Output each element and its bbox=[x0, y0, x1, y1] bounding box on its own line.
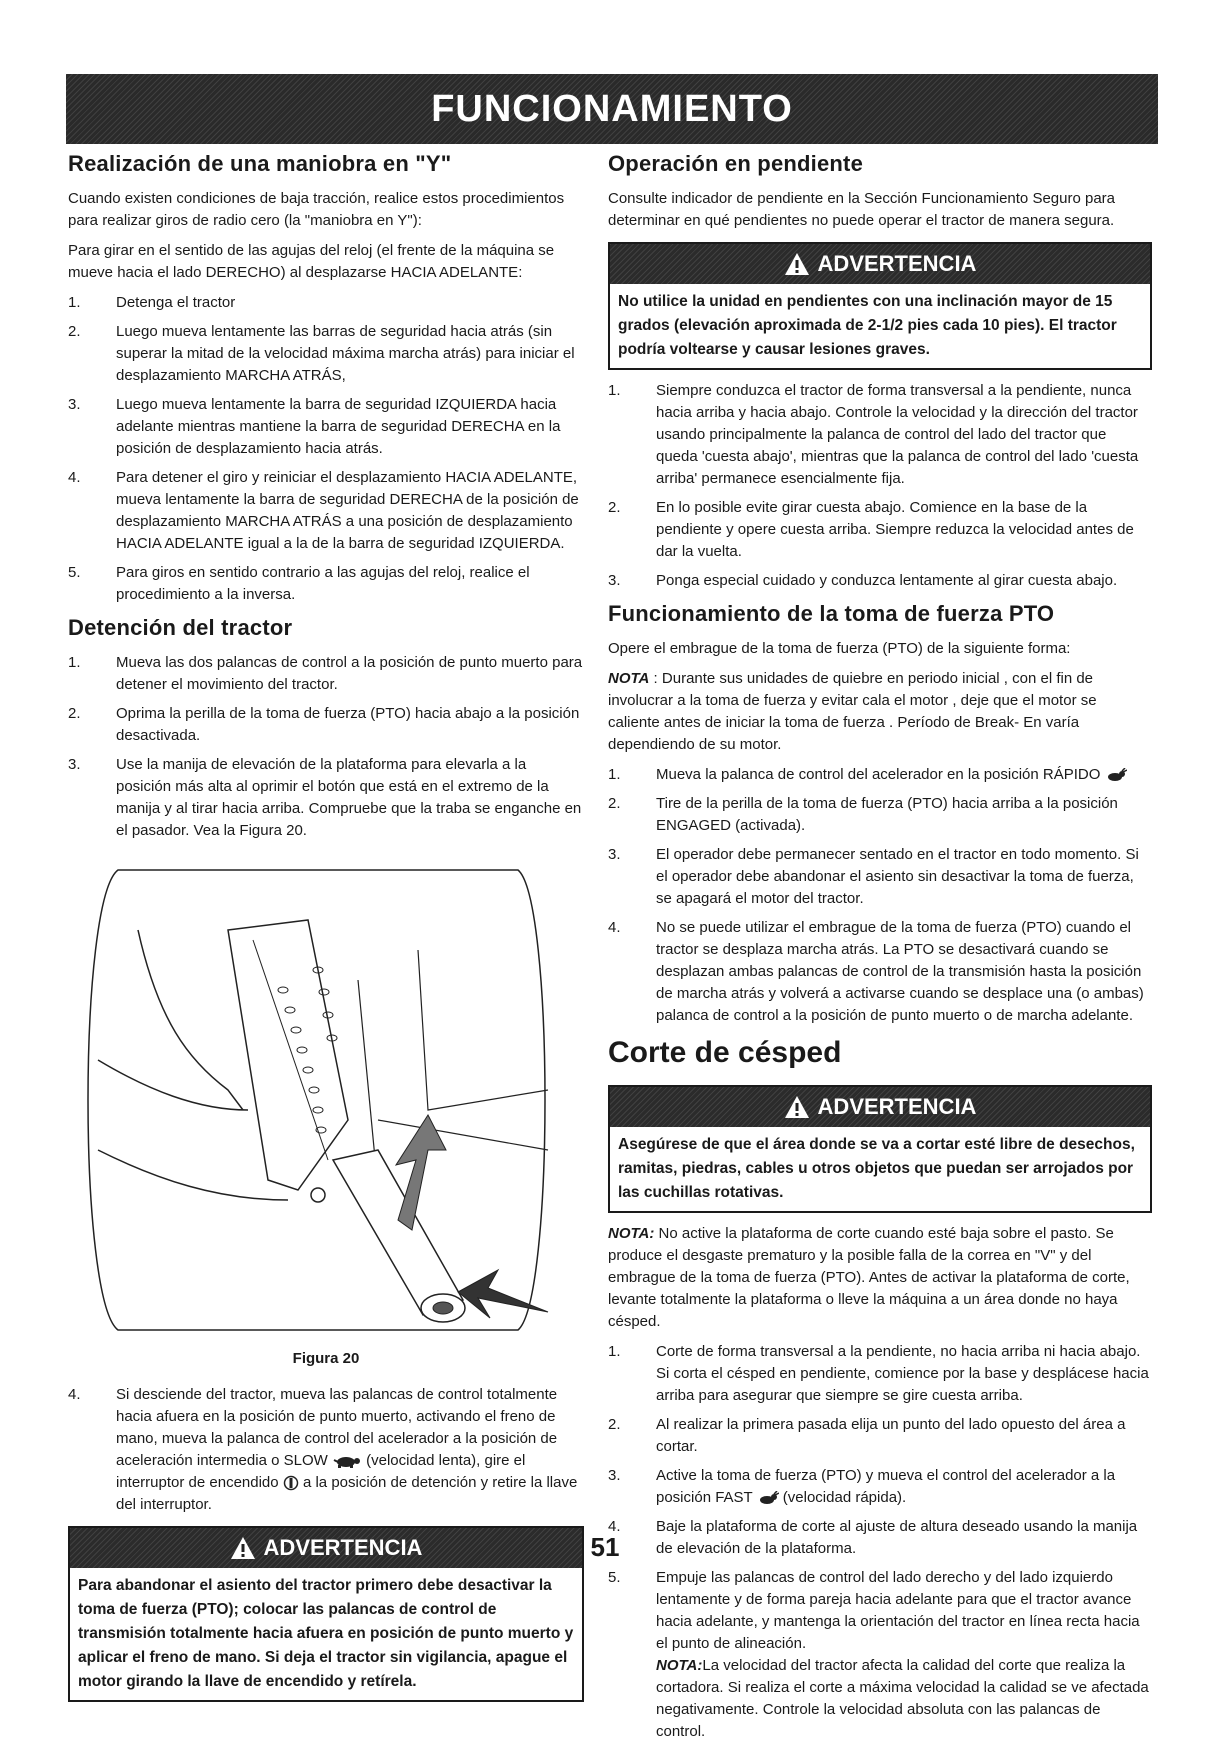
step-text-part: Si desciende del tractor, mueva las palancas de control totalmente hacia afuera en la posición de punto muerto, activando el freno de mano, mueva la palanca de control del acelerador a la posición de aceleración intermedia o SLOW bbox=[116, 1386, 558, 1469]
stop-tractor-steps bbox=[68, 652, 584, 842]
step-text: Detenga el tractor bbox=[116, 294, 236, 311]
note-label: NOTA: bbox=[656, 1657, 703, 1674]
warning-header bbox=[610, 244, 1150, 284]
step-number: 5. bbox=[68, 564, 81, 581]
y-maneuver-steps bbox=[68, 292, 584, 606]
step-number: 1. bbox=[608, 1343, 621, 1360]
step-text: Mueva las dos palancas de control a la posición de punto muerto para detener el movimiento del tractor. bbox=[116, 654, 583, 693]
step-text-part: a la posición de detención y retire la llave del interruptor. bbox=[116, 1474, 578, 1513]
step-text: Luego mueva lentamente las barras de seguridad hacia atrás (sin superar la mitad de la velocidad máxima marcha atrás) para iniciar el desplazamiento MARCHA ATRÁS, bbox=[116, 323, 575, 384]
stop-tractor-step-4 bbox=[68, 1384, 584, 1516]
ignition-key-stop-icon bbox=[283, 1475, 299, 1491]
step-text: Baje la plataforma de corte al ajuste de altura deseado usando la manija de elevación de la plataforma. bbox=[656, 1518, 1138, 1557]
step-number: 3. bbox=[608, 572, 621, 589]
pto-heading: Funcionamiento de la toma de fuerza PTO bbox=[608, 601, 1055, 626]
list-item bbox=[608, 844, 1152, 910]
step-text: No se puede utilizar el embrague de la toma de fuerza (PTO) cuando el tractor se desplaza marcha atrás. La PTO se desactivará cuando se desplazan ambas palancas de control de la transmisión hasta la posición de marcha atrás y volverá a activarse cuando se desplace una (o ambas) palanca de control a la posición de punto muerto o de marcha adelante. bbox=[656, 919, 1144, 1024]
step-number: 2. bbox=[608, 795, 621, 812]
right-column bbox=[608, 150, 1152, 1751]
list-item bbox=[68, 703, 584, 747]
step-text: Luego mueva lentamente la barra de seguridad IZQUIERDA hacia adelante mientras mantiene la barra de seguridad DERECHA en la posición de desplazamiento hacia atrás. bbox=[116, 396, 561, 457]
page-number: 51 bbox=[590, 1532, 620, 1562]
warning-label: ADVERTENCIA bbox=[817, 1094, 977, 1119]
step-number: 1. bbox=[68, 654, 81, 671]
warning-box-dismount bbox=[68, 1526, 584, 1702]
y-maneuver-intro-2: Para girar en el sentido de las agujas del reloj (el frente de la máquina se mueve hacia el lado DERECHO) al desplazarse HACIA ADELANTE: bbox=[68, 242, 555, 281]
step-text-part: (velocidad lenta), gire el interruptor de encendido bbox=[116, 1452, 526, 1491]
step-text-part: Active la toma de fuerza (PTO) y mueva el control del acelerador a la posición FAST bbox=[656, 1467, 1116, 1506]
step-number: 1. bbox=[608, 766, 621, 783]
step-text: Para giros en sentido contrario a las agujas del reloj, realice el procedimiento a la inversa. bbox=[116, 564, 530, 603]
rabbit-fast-icon bbox=[757, 1491, 779, 1505]
slope-operation-heading: Operación en pendiente bbox=[608, 151, 864, 176]
step-number: 2. bbox=[608, 1416, 621, 1433]
warning-label: ADVERTENCIA bbox=[263, 1535, 423, 1560]
pto-note bbox=[608, 668, 1152, 756]
step-number: 1. bbox=[68, 294, 81, 311]
step-number: 3. bbox=[608, 846, 621, 863]
y-maneuver-heading: Realización de una maniobra en "Y" bbox=[68, 151, 452, 176]
warning-header bbox=[610, 1087, 1150, 1127]
warning-label: ADVERTENCIA bbox=[817, 251, 977, 276]
turtle-slow-icon bbox=[332, 1454, 362, 1468]
stop-tractor-heading: Detención del tractor bbox=[68, 615, 293, 640]
step-text: Siempre conduzca el tractor de forma transversal a la pendiente, nunca hacia arriba y hacia abajo. Controle la velocidad y la dirección del tractor usando principalmente la palanca de control del lado del tractor que queda 'cuesta abajo', mientras que la palanca de control del lado 'cuesta arriba' permanece esencialmente fija. bbox=[656, 382, 1139, 487]
list-item bbox=[608, 570, 1152, 592]
step-number: 3. bbox=[68, 396, 81, 413]
deck-lift-handle-drawing bbox=[78, 860, 554, 1338]
step-text: Tire de la perilla de la toma de fuerza (PTO) hacia arriba a la posición ENGAGED (activada). bbox=[656, 795, 1118, 834]
list-item bbox=[68, 292, 584, 314]
warning-text: Asegúrese de que el área donde se va a cortar esté libre de desechos, ramitas, piedras, cables u otros objetos que puedan ser arrojados por las cuchillas rotativas. bbox=[618, 1136, 1135, 1201]
list-item bbox=[68, 467, 584, 555]
warning-header bbox=[70, 1528, 582, 1568]
mowing-steps bbox=[608, 1341, 1152, 1743]
figure-20-illustration bbox=[78, 860, 554, 1338]
step-text bbox=[656, 764, 1152, 786]
step-text: Ponga especial cuidado y conduzca lentamente al girar cuesta abajo. bbox=[656, 572, 1118, 589]
list-item bbox=[608, 1414, 1152, 1458]
rabbit-fast-icon bbox=[1105, 768, 1127, 782]
list-item bbox=[68, 562, 584, 606]
step-number: 1. bbox=[608, 382, 621, 399]
list-item bbox=[608, 497, 1152, 563]
step-number: 2. bbox=[608, 499, 621, 516]
step-number: 3. bbox=[608, 1467, 621, 1484]
step-text: Corte de forma transversal a la pendiente, no hacia arriba ni hacia abajo. Si corta el césped en pendiente, comience por la base y desplácese hacia arriba para asegurar que siempre se gire cuesta arriba. bbox=[656, 1343, 1149, 1404]
banner-title: FUNCIONAMIENTO bbox=[431, 87, 793, 130]
list-item bbox=[608, 764, 1152, 786]
step-number: 4. bbox=[608, 919, 621, 936]
warning-text: Para abandonar el asiento del tractor primero debe desactivar la toma de fuerza (PTO); colocar las palancas de control de transmisión totalmente hacia afuera en posición de punto muerto y aplicar el freno de mano. Si deja el tractor sin vigilancia, apague el motor girando la llave de encendido y retírela. bbox=[78, 1577, 574, 1690]
warning-box-mowing bbox=[608, 1085, 1152, 1213]
step-number: 4. bbox=[68, 469, 81, 486]
figure-caption: Figura 20 bbox=[292, 1350, 360, 1367]
y-maneuver-intro-1: Cuando existen condiciones de baja tracción, realice estos procedimientos para realizar giros de radio cero (la "maniobra en Y"): bbox=[68, 190, 565, 229]
note-label: NOTA: bbox=[608, 1225, 655, 1242]
slope-steps bbox=[608, 380, 1152, 592]
slope-operation-intro: Consulte indicador de pendiente en la Sección Funcionamiento Seguro para determinar en qué pendientes no puede operar el tractor de manera segura. bbox=[608, 190, 1116, 229]
step-text-part: Mueva la palanca de control del acelerador en la posición RÁPIDO bbox=[656, 766, 1101, 783]
list-item bbox=[608, 793, 1152, 837]
note-text: La velocidad del tractor afecta la calidad del corte que realiza la cortadora. Si realiza el corte a máxima velocidad la calidad se ve afectada negativamente. Controle la velocidad absoluta con las palancas de control. bbox=[656, 1657, 1149, 1740]
list-item bbox=[608, 1465, 1152, 1509]
step-text-part: (velocidad rápida). bbox=[782, 1489, 907, 1506]
step-number: 4. bbox=[608, 1518, 621, 1535]
list-item bbox=[608, 1516, 1152, 1560]
list-item bbox=[608, 1341, 1152, 1407]
list-item bbox=[68, 754, 584, 842]
list-item bbox=[608, 1567, 1152, 1743]
left-column bbox=[68, 150, 584, 1712]
warning-text: No utilice la unidad en pendientes con una inclinación mayor de 15 grados (elevación aproximada de 2-1/2 pies cada 10 pies). El tractor podría voltearse y causar lesiones graves. bbox=[618, 293, 1117, 358]
section-banner bbox=[66, 74, 1158, 144]
step-text: Para detener el giro y reiniciar el desplazamiento HACIA ADELANTE, mueva lentamente la barra de seguridad DERECHA de la posición de desplazamiento MARCHA ATRÁS a una posición de desplazamiento HACIA ADELANTE igual a la de la barra de seguridad IZQUIERDA. bbox=[116, 469, 579, 552]
mowing-heading: Corte de césped bbox=[608, 1036, 842, 1069]
list-item bbox=[68, 652, 584, 696]
step-text: El operador debe permanecer sentado en el tractor en todo momento. Si el operador debe abandonar el asiento sin desactivar la toma de fuerza, se apagará el motor del tractor. bbox=[656, 846, 1139, 907]
step-number: 2. bbox=[68, 323, 81, 340]
warning-box-slope bbox=[608, 242, 1152, 370]
step-text bbox=[656, 1567, 1152, 1743]
list-item bbox=[68, 321, 584, 387]
warning-triangle-icon bbox=[784, 252, 810, 276]
step-number: 5. bbox=[608, 1569, 621, 1586]
step-number: 3. bbox=[68, 756, 81, 773]
list-item bbox=[68, 394, 584, 460]
step-text: Oprima la perilla de la toma de fuerza (PTO) hacia abajo a la posición desactivada. bbox=[116, 705, 580, 744]
warning-triangle-icon bbox=[784, 1095, 810, 1119]
pto-intro: Opere el embrague de la toma de fuerza (PTO) de la siguiente forma: bbox=[608, 640, 1071, 657]
step-text: En lo posible evite girar cuesta abajo. Comience en la base de la pendiente y opere cuesta arriba. Siempre reduzca la velocidad antes de dar la vuelta. bbox=[656, 499, 1134, 560]
note-text: : Durante sus unidades de quiebre en periodo inicial , con el fin de involucrar a la toma de fuerza y evitar cala el motor , deje que el motor se caliente antes de iniciar la toma de fuerza . Período de Break- En varía dependiendo de su motor. bbox=[608, 670, 1097, 753]
list-item bbox=[608, 380, 1152, 490]
pto-steps bbox=[608, 764, 1152, 1027]
step-text-part: Empuje las palancas de control del lado derecho y del lado izquierdo lentamente y de forma pareja hacia adelante para que el tractor avance hacia adelante, y mantenga la orientación del tractor en línea recta hacia el punto de alineación. bbox=[656, 1569, 1140, 1652]
step-text: Use la manija de elevación de la plataforma para elevarla a la posición más alta al oprimir el botón que está en el extremo de la manija y al tirar hacia arriba. Compruebe que la traba se enganche en el pasador. Vea la Figura 20. bbox=[116, 756, 582, 839]
step-text bbox=[656, 1465, 1152, 1509]
warning-triangle-icon bbox=[230, 1536, 256, 1560]
step-text bbox=[116, 1384, 584, 1516]
step-number: 2. bbox=[68, 705, 81, 722]
step-number: 4. bbox=[68, 1386, 81, 1403]
mowing-note bbox=[608, 1223, 1152, 1333]
step-text: Al realizar la primera pasada elija un punto del lado opuesto del área a cortar. bbox=[656, 1416, 1126, 1455]
list-item bbox=[608, 917, 1152, 1027]
list-item bbox=[68, 1384, 584, 1516]
note-label: NOTA bbox=[608, 670, 650, 687]
note-text: No active la plataforma de corte cuando esté baja sobre el pasto. Se produce el desgaste prematuro y la posible falla de la correa en "V" y del embrague de la toma de fuerza (PTO). Antes de activar la plataforma de corte, levante totalmente la plataforma o lleve la máquina a un área donde no haya césped. bbox=[608, 1225, 1130, 1330]
